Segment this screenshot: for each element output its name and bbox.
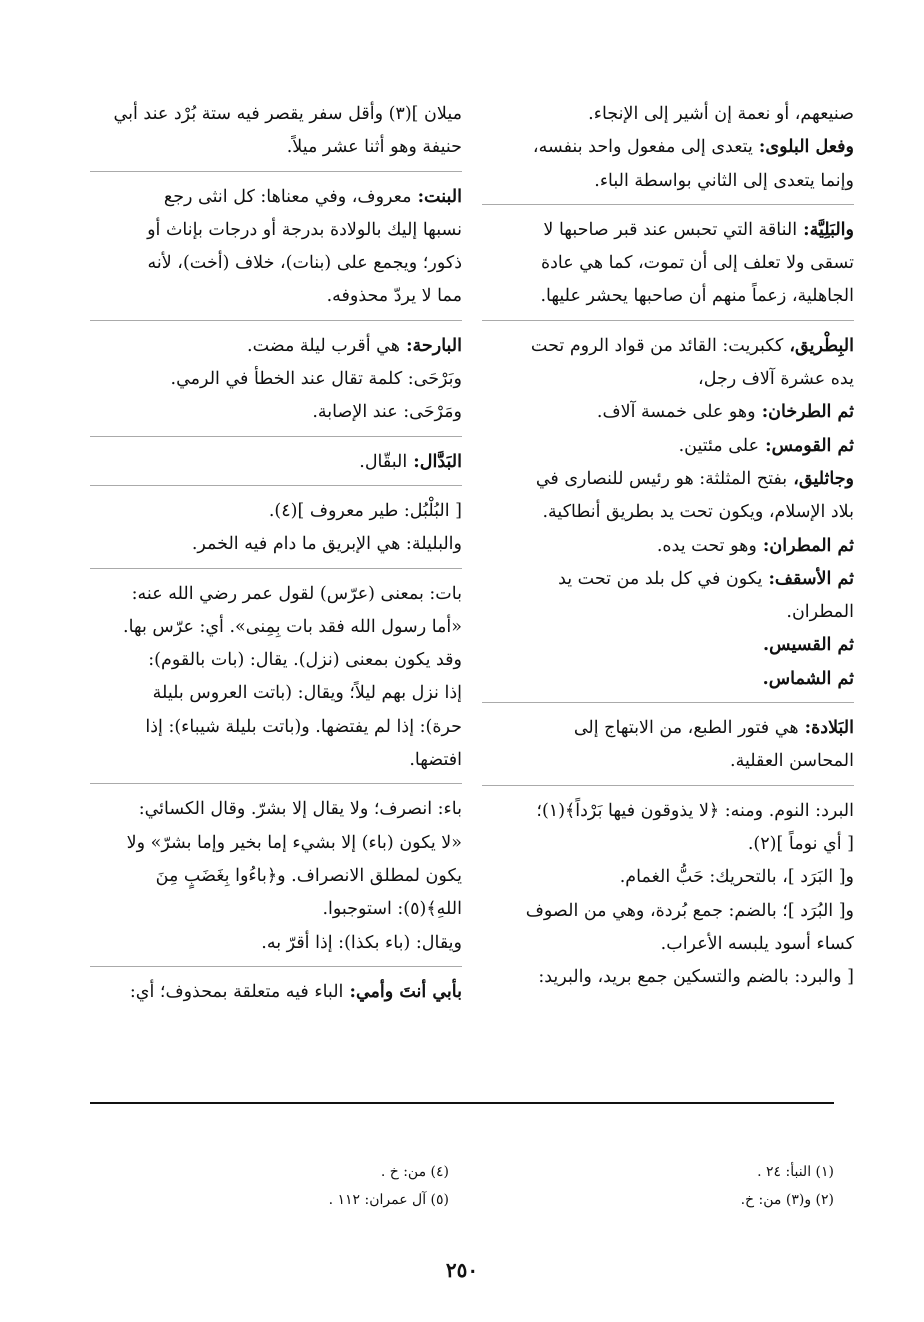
text-line: ميلان ](٣) وأقل سفر يقصر فيه ستة بُرْد عند أبي [113,104,462,124]
footnote: (٢) و(٣) من: خ. [740,1192,834,1208]
text-line: و[ البُرَد ]؛ بالضم: جمع بُردة، وهي من الصوف [525,900,854,921]
headword: وجاثليق، [787,468,854,489]
headword: البَدَّال: [407,451,462,472]
text-line [90,446,462,479]
footnotes-left [329,1158,449,1214]
entry-bard [482,795,854,1001]
text-line: باء: انصرف؛ ولا يقال إلا بشرّ. وقال الكسائي: [138,799,462,820]
right-column [482,98,854,1009]
entry-baliyya [482,214,854,321]
text-line: اللهِ﴾(٥): استوجبوا. [322,899,462,920]
text-line: بات: بمعنى (عرّس) لقول عمر رضي الله عنه: [131,583,462,604]
text-line: وإنما يتعدى إلى الثاني بواسطة الباء. [594,170,854,191]
entry-baa [90,793,462,966]
text-line [90,976,462,1009]
headword: ثم الطرخان: [755,402,854,423]
text-line: إذا نزل بهم ليلاً؛ ويقال: (باتت العروس بليلة [152,683,462,704]
text-line: بلاد الإسلام، ويكون تحت يد بطريق أنطاكية. [542,502,854,523]
text-line: ذكور؛ ويجمع على (بنات)، خلاف (أخت)، لأنه [147,253,462,274]
headword: البَلادة: [798,718,854,739]
headword: بأبي أنتَ وأمي: [343,981,462,1002]
text-line [482,131,854,164]
text-line [482,563,854,596]
text: وهو تحت يده. [656,535,757,556]
text: يتعدى إلى مفعول واحد بنفسه، [532,137,753,158]
entry-bitriq [482,330,854,703]
entry-baddal [90,446,462,486]
text: وهو على خمسة آلاف. [596,402,756,423]
entry-bariha [90,330,462,437]
text-line: وقد يكون بمعنى (نزل). يقال: (بات بالقوم): [148,650,462,671]
text-line: و[ البَرَد ]، بالتحريك: حَبُّ الغمام. [619,867,854,888]
text-line: «لا يكون (باء) إلا بشيء إما بخير وإما بشرّ» ولا [126,832,462,853]
text-line: [ البُلْبُل: طير معروف ](٤). [268,500,462,521]
text: الباء فيه متعلقة بمحذوف؛ أي: [129,981,344,1002]
entry-bi-abi [90,976,462,1015]
headword: البِطْريق، [783,335,854,356]
entry-ibla [482,98,854,205]
footnote: (٤) من: خ . [380,1164,449,1180]
text-line [90,181,462,214]
text-line: البرد: النوم. ومنه: ﴿لا يذوقون فيها بَرْداً﴾(١)؛ [536,800,854,821]
text-line: ثم القسيس. [763,635,854,656]
text-line [90,330,462,363]
footnote: (١) النبأ: ٢٤ . [757,1164,834,1180]
text: معروف، وفي معناها: كل انثى رجع [163,186,412,207]
entry-bint [90,181,462,321]
text-line: يكون لمطلق الانصراف. و﴿باءُوا بِغَضَبٍ مِنَ [155,865,462,886]
left-column [90,98,462,1024]
footnote: (٥) آل عمران: ١١٢ . [328,1192,449,1208]
text-line: افتضها. [409,750,462,771]
text: هي أقرب ليلة مضت. [247,335,400,356]
text: على مئتين. [678,435,760,456]
text-line [482,530,854,563]
text-line: [ والبرد: بالضم والتسكين جمع بريد، والبريد: [538,967,854,988]
entry-baladah [482,712,854,786]
entry-bata [90,578,462,785]
headword: ثم القومس: [759,435,854,456]
text: هي فتور الطبع، من الابتهاج إلى [573,718,799,739]
text-line [482,214,854,247]
text-line: والبليلة: هي الإبريق ما دام فيه الخمر. [191,534,462,555]
text-line: حرة): إذا لم يفتضها. و(باتت بليلة شيباء): إذا [145,716,462,737]
text-line [482,712,854,745]
text-line: ومَرْحَى: عند الإصابة. [312,402,462,423]
text-line: ثم الشماس. [762,668,854,689]
text-line: [ أي نوماً ](٢). [747,833,854,854]
headword: البنت: [411,186,462,207]
page-number: ٢٥٠ [445,1258,479,1282]
text-line: «أما رسول الله فقد بات بِمِنى». أي: عرّس بها. [123,616,462,637]
text-line [482,396,854,429]
text: البقّال. [359,451,408,472]
text-line: تسقى ولا تعلف إلى أن تموت، كما هي عادة [540,253,854,274]
text-line: صنيعهم، أو نعمة إن أشير إلى الإنجاء. [588,104,854,124]
entry-barid-cont [90,98,462,172]
text-line: نسبها إليك بالولادة بدرجة أو درجات بإناث أو [147,219,462,240]
footnotes-right [741,1158,834,1214]
text-line: كساء أسود يلبسه الأعراب. [660,933,854,954]
text: الناقة التي تحبس عند قبر صاحبها لا [543,219,798,240]
text: ككبريت: القائد من قواد الروم تحت [530,335,784,356]
text-line: يده عشرة آلاف رجل، [698,369,854,390]
entry-bulbul [90,495,462,569]
text: يكون في كل بلد من تحت يد [558,568,763,589]
text-line [482,330,854,363]
text-line: وبَرْحَى: كلمة تقال عند الخطأ في الرمي. [170,369,462,390]
text-line: حنيفة وهو أثنا عشر ميلاً. [286,137,462,158]
text-line: المطران. [786,602,854,623]
headword: ثم المطران: [756,535,854,556]
text-line [482,430,854,463]
text-line [482,463,854,496]
text-line: ويقال: (باء بكذا): إذا أقرّ به. [261,932,462,953]
headword: وفعل البلوى: [752,137,854,158]
headword: والبَلِيَّة: [797,219,854,240]
text-line: المحاسن العقلية. [730,751,854,772]
text: بفتح المثلثة: هو رئيس للنصارى في [535,468,788,489]
text-line: مما لا يردّ محذوفه. [326,286,462,307]
headword: البارحة: [399,335,462,356]
text-line: الجاهلية، زعماً منهم أن صاحبها يحشر عليها. [540,286,854,307]
footnote-rule [90,1102,834,1104]
headword: ثم الأسقف: [762,568,854,589]
